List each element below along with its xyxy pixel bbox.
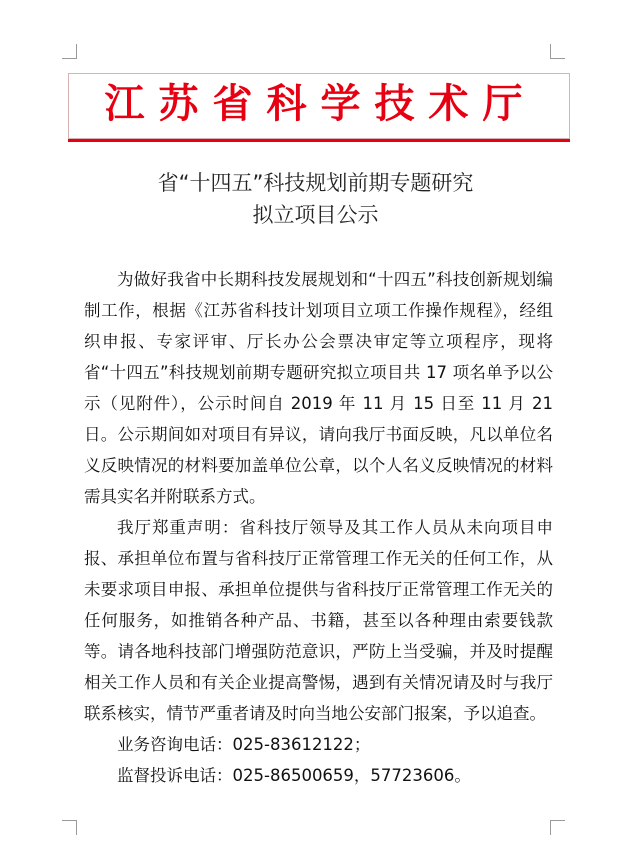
page-corner-mark-top-right — [550, 44, 565, 59]
body-paragraph-announcement: 为做好我省中长期科技发展规划和“十四五”科技创新规划编制工作，根据《江苏省科技计划项目立项工作操作规程》，经组织申报、专家评审、厅长办公会票决审定等立项程序，现将省“十四五”科技规划前期专题研究拟立项目共 17 项名单予以公示（见附件），公示时间自 2019 年 11 月 15 日至 11 月 21 日。公示期间如对项目有异议，请向我厅书面反映，凡以单位名义反映情况的材料要加盖单位公章，以个人名义反映情况的材料需具实名并附联系方式。 — [84, 270, 553, 506]
document-body — [84, 264, 553, 791]
letterhead-red-rule — [68, 139, 570, 142]
page-corner-mark-bottom-left — [62, 820, 77, 835]
body-paragraph-declaration: 我厅郑重声明：省科技厅领导及其工作人员从未向项目申报、承担单位布置与省科技厅正常管理工作无关的任何工作，从未要求项目申报、承担单位提供与省科技厅正常管理工作无关的任何服务，如推销各种产品、书籍，甚至以各种理由索要钱款等。请各地科技部门增强防范意识，严防上当受骗，并及时提醒相关工作人员和有关企业提高警惕，遇到有关情况请及时与我厅联系核实，情节严重者请及时向当地公安部门报案，予以追查。 — [84, 518, 553, 723]
contact-consult-phone: 业务咨询电话：025-83612122； — [117, 735, 371, 754]
document-title-line-2: 拟立项目公示 — [252, 203, 379, 227]
contact-complaint-phone: 监督投诉电话：025-86500659，57723606。 — [117, 766, 471, 785]
letterhead-org-name: 江苏省科学技术厅 — [104, 81, 537, 127]
document-title-line-1: 省“十四五”科技规划前期专题研究 — [157, 171, 474, 195]
page-corner-mark-top-left — [62, 44, 77, 59]
page-corner-mark-bottom-right — [550, 820, 565, 835]
